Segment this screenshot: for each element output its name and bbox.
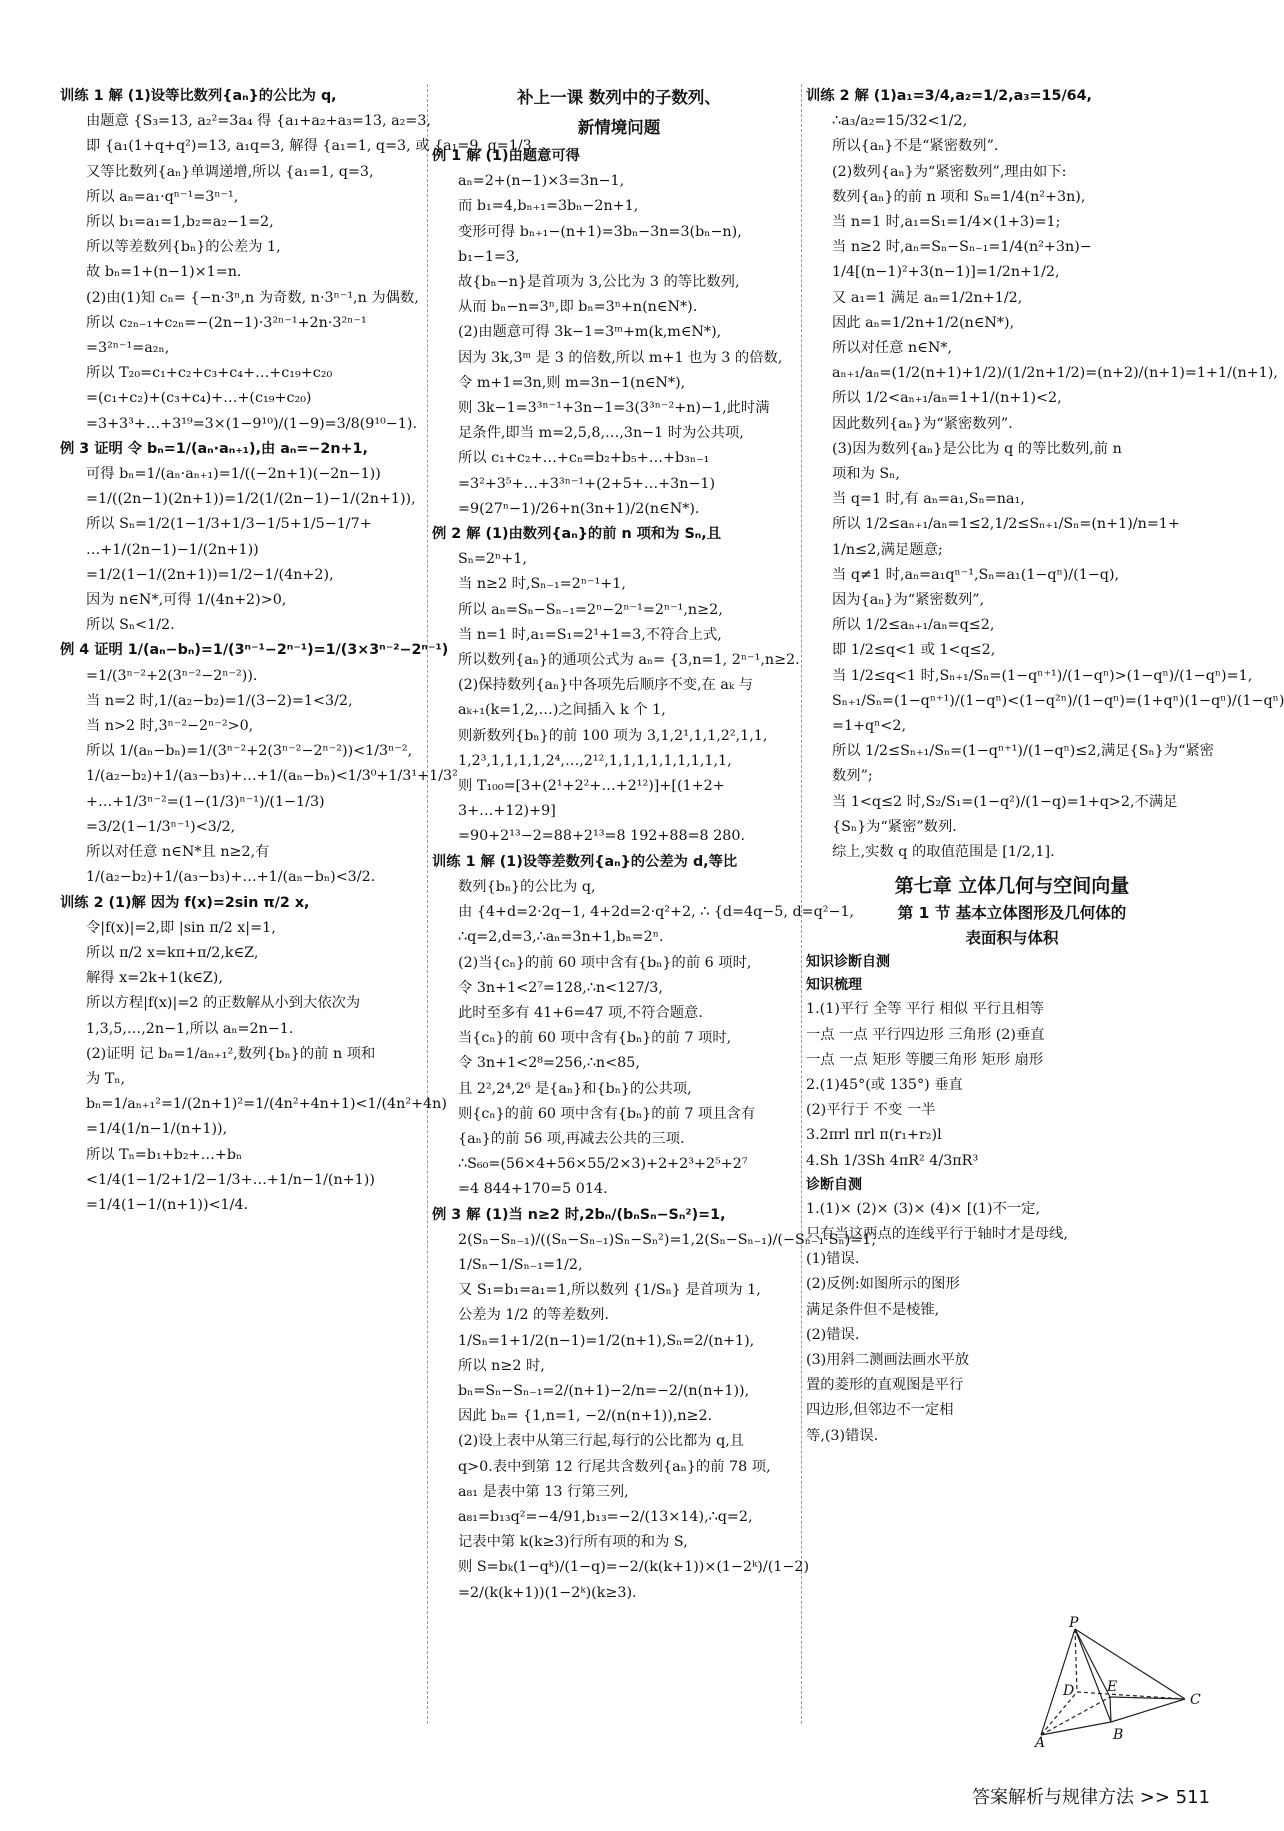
lesson-title: 补上一课 数列中的子数列、 bbox=[517, 88, 721, 107]
text-line: 训练 2 (1)解 因为 f(x)=2sin π/2 x, bbox=[60, 894, 310, 911]
text-line: 所以{aₙ}不是“紧密数列”. bbox=[832, 138, 999, 155]
text-line: (2)保持数列{aₙ}中各项先后顺序不变,在 aₖ 与 bbox=[458, 677, 753, 694]
label-C: C bbox=[1190, 1692, 1201, 1708]
text-line: 而 b₁=4,bₙ₊₁=3bₙ−2n+1, bbox=[458, 198, 639, 215]
text-line: =1/4(1−1/(n+1))<1/4. bbox=[86, 1196, 249, 1213]
text-line: 则 3k−1=3³ⁿ⁻¹+3n−1=3(3³ⁿ⁻²+n)−1,此时满 bbox=[458, 400, 770, 417]
edge bbox=[1075, 1629, 1185, 1699]
text-line: bₙ=1/aₙ₊₁²=1/(2n+1)²=1/(4n²+4n+1)<1/(4n²+4n) bbox=[86, 1096, 447, 1113]
text-line: 解得 x=2k+1(k∈Z), bbox=[86, 970, 223, 987]
text-line: (2)证明 记 bₙ=1/aₙ₊₁²,数列{bₙ}的前 n 项和 bbox=[86, 1045, 376, 1062]
text-line: 所以 1/2≤aₙ₊₁/aₙ=q≤2, bbox=[832, 617, 995, 634]
label-D: D bbox=[1063, 1683, 1075, 1699]
text-line: 当 1/2≤q<1 时,Sₙ₊₁/Sₙ=(1−qⁿ⁺¹)/(1−qⁿ)>(1−qⁿ)/(1−qⁿ)=1, bbox=[832, 667, 1253, 684]
text-line: 所以数列{aₙ}的通项公式为 aₙ= {3,n=1, 2ⁿ⁻¹,n≥2. bbox=[458, 652, 800, 669]
text-line: 当 n>2 时,3ⁿ⁻²−2ⁿ⁻²>0, bbox=[86, 718, 254, 735]
text-line: 所以方程|f(x)|=2 的正数解从小到大依次为 bbox=[86, 995, 361, 1012]
text-line: 数列{bₙ}的公比为 q, bbox=[458, 878, 596, 895]
text-line: 且 2²,2⁴,2⁶ 是{aₙ}和{bₙ}的公共项, bbox=[458, 1080, 692, 1097]
text-line: Sₙ₊₁/Sₙ=(1−qⁿ⁺¹)/(1−qⁿ)<(1−q²ⁿ)/(1−qⁿ)=(1+qⁿ)(1−qⁿ)/(1−qⁿ) bbox=[832, 692, 1284, 709]
text-line: 1,2³,1,1,1,1,2⁴,…,2¹²,1,1,1,1,1,1,1,1,1, bbox=[458, 752, 732, 769]
text-line: (2)错误. bbox=[806, 1326, 860, 1343]
text-line: …+1/(2n−1)−1/(2n+1)) bbox=[86, 541, 259, 558]
text-line: Sₙ=2ⁿ+1, bbox=[458, 551, 527, 568]
text-line: b₁−1=3, bbox=[458, 248, 520, 265]
text-line: (2)反例:如图所示的图形 bbox=[806, 1276, 960, 1293]
text-line: 所以 n≥2 时, bbox=[458, 1357, 545, 1374]
text-line: a₈₁=b₁₃q²=−4/91,b₁₃=−2/(13×14),∴q=2, bbox=[458, 1508, 753, 1525]
pyramid-figure bbox=[1035, 1615, 1215, 1751]
text-line: =3²ⁿ⁻¹=a₂ₙ, bbox=[86, 340, 170, 357]
text-line: 例 3 解 (1)当 n≥2 时,2bₙ/(bₙSₙ−Sₙ²)=1, bbox=[432, 1206, 726, 1223]
text-line: 一点 一点 矩形 等腰三角形 矩形 扇形 bbox=[806, 1051, 1044, 1068]
text-line: =3/2(1−1/3ⁿ⁻¹)<3/2, bbox=[86, 818, 236, 835]
text-line: (3)用斜二测画法画水平放 bbox=[806, 1351, 970, 1368]
text-line: 当 n=1 时,a₁=S₁=2¹+1=3,不符合上式, bbox=[458, 626, 722, 643]
text-line: 1.(1)× (2)× (3)× (4)× [(1)不一定, bbox=[806, 1200, 1041, 1217]
text-line: 当 q=1 时,有 aₙ=a₁,Sₙ=na₁, bbox=[832, 491, 1025, 508]
text-line: 例 1 解 (1)由题意可得 bbox=[432, 148, 580, 164]
text-line: 1/(a₂−b₂)+1/(a₃−b₃)+…+1/(aₙ−bₙ)<1/3⁰+1/3¹+1/3² bbox=[86, 768, 458, 785]
text-line: 1/(a₂−b₂)+1/(a₃−b₃)+…+1/(aₙ−bₙ)<3/2. bbox=[86, 869, 376, 886]
text-line: 因为 n∈N*,可得 1/(4n+2)>0, bbox=[86, 592, 287, 609]
text-line: 即 1/2≤q<1 或 1<q≤2, bbox=[832, 642, 996, 659]
text-line: 所以 Sₙ=1/2(1−1/3+1/3−1/5+1/5−1/7+ bbox=[86, 516, 372, 533]
text-line: 一点 一点 平行四边形 三角形 (2)垂直 bbox=[806, 1026, 1045, 1043]
text-line: 则{cₙ}的前 60 项中含有{bₙ}的前 7 项且含有 bbox=[458, 1105, 756, 1122]
text-line: (2)当{cₙ}的前 60 项中含有{bₙ}的前 6 项时, bbox=[458, 954, 752, 971]
section-heading-line2: 表面积与体积 bbox=[965, 929, 1059, 948]
text-line: ∴a₃/a₂=15/32<1/2, bbox=[832, 113, 968, 130]
text-line: 由 {4+d=2·2q−1, 4+2d=2·q²+2, ∴ {d=4q−5, d=q²−1, bbox=[458, 904, 855, 921]
text-line: 当 q≠1 时,aₙ=a₁qⁿ⁻¹,Sₙ=a₁(1−qⁿ)/(1−q), bbox=[832, 566, 1120, 583]
text-line: =1/4(1/n−1/(n+1)), bbox=[86, 1121, 228, 1138]
text-line: 此时至多有 41+6=47 项,不符合题意. bbox=[458, 1004, 703, 1021]
text-line: 又 a₁=1 满足 aₙ=1/2n+1/2, bbox=[832, 289, 1023, 306]
text-line: 可得 bₙ=1/(aₙ·aₙ₊₁)=1/((−2n+1)(−2n−1)) bbox=[86, 466, 381, 483]
text-line: 当 n≥2 时,Sₙ₋₁=2ⁿ⁻¹+1, bbox=[458, 576, 626, 593]
text-line: 故{bₙ−n}是首项为 3,公比为 3 的等比数列, bbox=[458, 274, 740, 291]
text-line: 因此 bₙ= {1,n=1, −2/(n(n+1)),n≥2. bbox=[458, 1408, 713, 1425]
text-line: {aₙ}的前 56 项,再减去公共的三项. bbox=[458, 1130, 685, 1147]
text-line: 当{cₙ}的前 60 项中含有{bₙ}的前 7 项时, bbox=[458, 1030, 732, 1047]
text-line: 训练 1 解 (1)设等比数列{aₙ}的公比为 q, bbox=[60, 88, 337, 104]
text-line: 所以 c₁+c₂+…+cₙ=b₂+b₅+…+b₃ₙ₋₁ bbox=[458, 450, 710, 467]
text-line: 数列”; bbox=[832, 768, 873, 785]
subheading: 知识诊断自测 bbox=[806, 954, 890, 971]
text-line: 1/Sₙ=1+1/2(n−1)=1/2(n+1),Sₙ=2/(n+1), bbox=[458, 1332, 755, 1349]
text-line: 当 1<q≤2 时,S₂/S₁=(1−q²)/(1−q)=1+q>2,不满足 bbox=[832, 793, 1178, 810]
text-line: 数列{aₙ}的前 n 项和 Sₙ=1/4(n²+3n), bbox=[832, 188, 1086, 205]
text-line: ∴q=2,d=3,∴aₙ=3n+1,bₙ=2ⁿ. bbox=[458, 929, 664, 946]
label-A: A bbox=[1035, 1735, 1046, 1751]
text-line: 例 2 解 (1)由数列{aₙ}的前 n 项和为 Sₙ,且 bbox=[432, 526, 722, 543]
text-line: 当 n=2 时,1/(a₂−b₂)=1/(3−2)=1<3/2, bbox=[86, 692, 353, 709]
text-line: 3+…+12)+9] bbox=[458, 803, 556, 820]
text-line: 从而 bₙ−n=3ⁿ,即 bₙ=3ⁿ+n(n∈N*). bbox=[458, 299, 698, 316]
label-P: P bbox=[1069, 1615, 1079, 1631]
text-line: 满足条件但不是棱锥, bbox=[806, 1301, 940, 1318]
text-line: bₙ=Sₙ−Sₙ₋₁=2/(n+1)−2/n=−2/(n(n+1)), bbox=[458, 1382, 750, 1399]
edge bbox=[1075, 1629, 1110, 1697]
text-line: 等,(3)错误. bbox=[806, 1427, 879, 1444]
text-line: (2)数列{aₙ}为“紧密数列”,理由如下: bbox=[832, 163, 1067, 180]
text-line: 例 3 证明 令 bₙ=1/(aₙ·aₙ₊₁),由 aₙ=−2n+1, bbox=[60, 440, 368, 457]
text-line: 1,3,5,…,2n−1,所以 aₙ=2n−1. bbox=[86, 1020, 294, 1037]
subheading: 知识梳理 bbox=[806, 977, 862, 994]
text-line: 又 S₁=b₁=a₁=1,所以数列 {1/Sₙ} 是首项为 1, bbox=[458, 1282, 761, 1299]
text-line: 2(Sₙ−Sₙ₋₁)/((Sₙ−Sₙ₋₁)Sₙ−Sₙ²)=1,2(Sₙ−Sₙ₋₁)/(−Sₙ₋₁·Sₙ)=1, bbox=[458, 1231, 876, 1248]
text-line: 因此 aₙ=1/2n+1/2(n∈N*), bbox=[832, 314, 1015, 331]
text-line: 所以 1/2≤aₙ₊₁/aₙ=1≤2,1/2≤Sₙ₊₁/Sₙ=(n+1)/n=1+ bbox=[832, 516, 1180, 533]
text-line: =1+qⁿ<2, bbox=[832, 718, 907, 735]
text-line: aₙ₊₁/aₙ=(1/2(n+1)+1/2)/(1/2n+1/2)=(n+2)/(n+1)=1+1/(n+1), bbox=[832, 365, 1278, 382]
text-line: 为 Tₙ, bbox=[86, 1070, 126, 1087]
text-line: 1/Sₙ−1/Sₙ₋₁=1/2, bbox=[458, 1256, 583, 1273]
text-line: 所以 Tₙ=b₁+b₂+…+bₙ bbox=[86, 1146, 243, 1163]
text-line: 因为 3k,3ᵐ 是 3 的倍数,所以 m+1 也为 3 的倍数, bbox=[458, 349, 783, 366]
text-line: <1/4(1−1/2+1/2−1/3+…+1/n−1/(n+1)) bbox=[86, 1171, 375, 1188]
text-line: =(c₁+c₂)+(c₃+c₄)+…+(c₁₉+c₂₀) bbox=[86, 390, 312, 407]
text-line: 故 bₙ=1+(n−1)×1=n. bbox=[86, 264, 242, 281]
text-line: 足条件,即当 m=2,5,8,…,3n−1 时为公共项, bbox=[458, 425, 744, 442]
edge bbox=[1111, 1699, 1185, 1722]
text-line: 只有当这两点的连线平行于轴时才是母线, bbox=[806, 1225, 1068, 1242]
text-line: 置的菱形的直观图是平行 bbox=[806, 1377, 964, 1394]
text-line: 项和为 Sₙ, bbox=[832, 466, 900, 483]
chapter-heading: 第七章 立体几何与空间向量 bbox=[894, 875, 1130, 898]
text-line: =4 844+170=5 014. bbox=[458, 1181, 608, 1198]
text-line: =1/2(1−1/(2n+1))=1/2−1/(4n+2), bbox=[86, 566, 334, 583]
text-line: 所以 c₂ₙ₋₁+c₂ₙ=−(2n−1)·3²ⁿ⁻¹+2n·3²ⁿ⁻¹ bbox=[86, 314, 367, 331]
text-line: ∴S₆₀=(56×4+56×55/2×3)+2+2³+2⁵+2⁷ bbox=[458, 1156, 748, 1173]
text-line: (1)错误. bbox=[806, 1251, 860, 1268]
text-line: 综上,实数 q 的取值范围是 [1/2,1]. bbox=[832, 844, 1055, 861]
column-right bbox=[806, 84, 1284, 1449]
text-line: 令 3n+1<2⁸=256,∴n<85, bbox=[458, 1055, 640, 1072]
text-line: =1/(3ⁿ⁻²+2(3ⁿ⁻²−2ⁿ⁻²)). bbox=[86, 667, 258, 684]
edge bbox=[1110, 1697, 1185, 1699]
edge bbox=[1041, 1722, 1111, 1735]
text-line: 训练 2 解 (1)a₁=3/4,a₂=1/2,a₃=15/64, bbox=[806, 88, 1092, 104]
right-column-solutions bbox=[806, 84, 1284, 865]
edge bbox=[1041, 1629, 1075, 1735]
text-line: =1/((2n−1)(2n+1))=1/2(1/(2n−1)−1/(2n+1)), bbox=[86, 491, 416, 508]
text-line: 则新数列{bₙ}的前 100 项为 3,1,2¹,1,1,2²,1,1, bbox=[458, 727, 768, 744]
text-line: 记表中第 k(k≥3)行所有项的和为 S, bbox=[458, 1534, 688, 1551]
right-column-knowledge bbox=[806, 951, 1218, 1448]
text-line: (2)由(1)知 cₙ= {−n·3ⁿ,n 为奇数, n·3ⁿ⁻¹,n 为偶数, bbox=[86, 289, 419, 306]
text-line: 又等比数列{aₙ}单调递增,所以 {a₁=1, q=3, bbox=[86, 163, 374, 180]
text-line: aₖ₊₁(k=1,2,…)之间插入 k 个 1, bbox=[458, 702, 666, 719]
text-line: 3.2πrl πrl π(r₁+r₂)l bbox=[806, 1127, 942, 1144]
hidden-edge bbox=[1075, 1629, 1077, 1692]
text-line: 因此数列{aₙ}为“紧密数列”. bbox=[832, 415, 1013, 432]
text-line: 令 m+1=3n,则 m=3n−1(n∈N*), bbox=[458, 374, 686, 391]
text-line: 训练 1 解 (1)设等差数列{aₙ}的公差为 d,等比 bbox=[432, 853, 738, 870]
label-E: E bbox=[1107, 1679, 1118, 1695]
text-line: =2/(k(k+1))(1−2ᵏ)(k≥3). bbox=[458, 1584, 637, 1601]
text-line: (2)平行于 不变 一半 bbox=[806, 1102, 936, 1119]
text-line: 因为{aₙ}为“紧密数列”, bbox=[832, 592, 985, 609]
text-line: 所以 aₙ=Sₙ−Sₙ₋₁=2ⁿ−2ⁿ⁻¹=2ⁿ⁻¹,n≥2, bbox=[458, 601, 723, 618]
edge bbox=[1075, 1629, 1111, 1722]
text-line: {Sₙ}为“紧密”数列. bbox=[832, 818, 957, 835]
text-line: 由题意 {S₃=13, a₂²=3a₄ 得 {a₁+a₂+a₃=13, a₂=3, bbox=[86, 113, 431, 130]
text-line: 1/4[(n−1)²+3(n−1)]=1/2n+1/2, bbox=[832, 264, 1060, 281]
text-line: a₈₁ 是表中第 13 行第三列, bbox=[458, 1483, 629, 1500]
text-line: =3²+3⁵+…+3³ⁿ⁻¹+(2+5+…+3n−1) bbox=[458, 475, 716, 492]
text-line: =3+3³+…+3¹⁹=3×(1−9¹⁰)/(1−9)=3/8(9¹⁰−1). bbox=[86, 415, 418, 432]
text-line: (3)因为数列{aₙ}是公比为 q 的等比数列,前 n bbox=[832, 440, 1122, 457]
text-line: =9(27ⁿ−1)/26+n(3n+1)/2(n∈N*). bbox=[458, 500, 700, 517]
section-heading-line1: 第 1 节 基本立体图形及几何体的 bbox=[897, 904, 1127, 923]
text-line: 所以 b₁=a₁=1,b₂=a₂−1=2, bbox=[86, 214, 274, 231]
text-line: +…+1/3ⁿ⁻²=(1−(1/3)ⁿ⁻¹)/(1−1/3) bbox=[86, 793, 325, 810]
text-line: 则 S=bₖ(1−qᵏ)/(1−q)=−2/(k(k+1))×(1−2ᵏ)/(1−2) bbox=[458, 1559, 810, 1576]
text-line: 例 4 证明 1/(aₙ−bₙ)=1/(3ⁿ⁻¹−2ⁿ⁻¹)=1/(3×3ⁿ⁻²−2ⁿ⁻¹) bbox=[60, 642, 449, 659]
text-line: q>0.表中到第 12 行尾共含数列{aₙ}的前 78 项, bbox=[458, 1458, 771, 1475]
text-line: (2)由题意可得 3k−1=3ᵐ+m(k,m∈N*), bbox=[458, 324, 722, 341]
lesson-title: 新情境问题 bbox=[577, 118, 661, 137]
text-line: 1.(1)平行 全等 平行 相似 平行且相等 bbox=[806, 1001, 1044, 1018]
text-line: 令 3n+1<2⁷=128,∴n<127/3, bbox=[458, 979, 663, 996]
text-line: 则 T₁₀₀=[3+(2¹+2²+…+2¹²)]+[(1+2+ bbox=[458, 778, 725, 795]
text-line: 变形可得 bₙ₊₁−(n+1)=3bₙ−3n=3(bₙ−n), bbox=[458, 223, 742, 240]
text-line: aₙ=2+(n−1)×3=3n−1, bbox=[458, 173, 625, 190]
text-line: =90+2¹³−2=88+2¹³=8 192+88=8 280. bbox=[458, 828, 746, 845]
text-line: 2.(1)45°(或 135°) 垂直 bbox=[806, 1076, 963, 1093]
text-line: 1/n≤2,满足题意; bbox=[832, 541, 943, 558]
label-B: B bbox=[1113, 1727, 1124, 1743]
subheading: 诊断自测 bbox=[806, 1176, 862, 1193]
text-line: 当 n=1 时,a₁=S₁=1/4×(1+3)=1; bbox=[832, 214, 1061, 231]
text-line: 四边形,但邻边不一定相 bbox=[806, 1402, 954, 1419]
text-line: 所以对任意 n∈N*且 n≥2,有 bbox=[86, 844, 270, 861]
text-line: 所以 1/2≤Sₙ₊₁/Sₙ=(1−qⁿ⁺¹)/(1−qⁿ)≤2,满足{Sₙ}为“紧密 bbox=[832, 743, 1214, 760]
text-line: 当 n≥2 时,aₙ=Sₙ−Sₙ₋₁=1/4(n²+3n)− bbox=[832, 239, 1092, 256]
page-footer: 答案解析与规律方法 >> 511 bbox=[972, 1787, 1210, 1808]
text-line: 所以 1/2<aₙ₊₁/aₙ=1+1/(n+1)<2, bbox=[832, 390, 1062, 407]
text-line: 所以 Sₙ<1/2. bbox=[86, 617, 175, 634]
text-line: 所以 aₙ=a₁·qⁿ⁻¹=3ⁿ⁻¹, bbox=[86, 188, 239, 205]
text-line: (2)设上表中从第三行起,每行的公比都为 q,且 bbox=[458, 1433, 745, 1450]
text-line: 所以 1/(aₙ−bₙ)=1/(3ⁿ⁻²+2(3ⁿ⁻²−2ⁿ⁻²))<1/3ⁿ⁻², bbox=[86, 743, 413, 760]
text-line: 所以 T₂₀=c₁+c₂+c₃+c₄+…+c₁₉+c₂₀ bbox=[86, 365, 333, 382]
text-line: 公差为 1/2 的等差数列. bbox=[458, 1307, 610, 1324]
text-line: 所以 π/2 x=kπ+π/2,k∈Z, bbox=[86, 944, 259, 961]
text-line: 4.Sh 1/3Sh 4πR² 4/3πR³ bbox=[806, 1152, 979, 1169]
text-line: 令|f(x)|=2,即 |sin π/2 x|=1, bbox=[86, 919, 276, 936]
text-line: 即 {a₁(1+q+q²)=13, a₁q=3, 解得 {a₁=1, q=3, 或 {a₁=9, q=1/3. bbox=[86, 138, 537, 155]
text-line: 所以对任意 n∈N*, bbox=[832, 340, 953, 357]
text-line: 所以等差数列{bₙ}的公差为 1, bbox=[86, 239, 281, 256]
